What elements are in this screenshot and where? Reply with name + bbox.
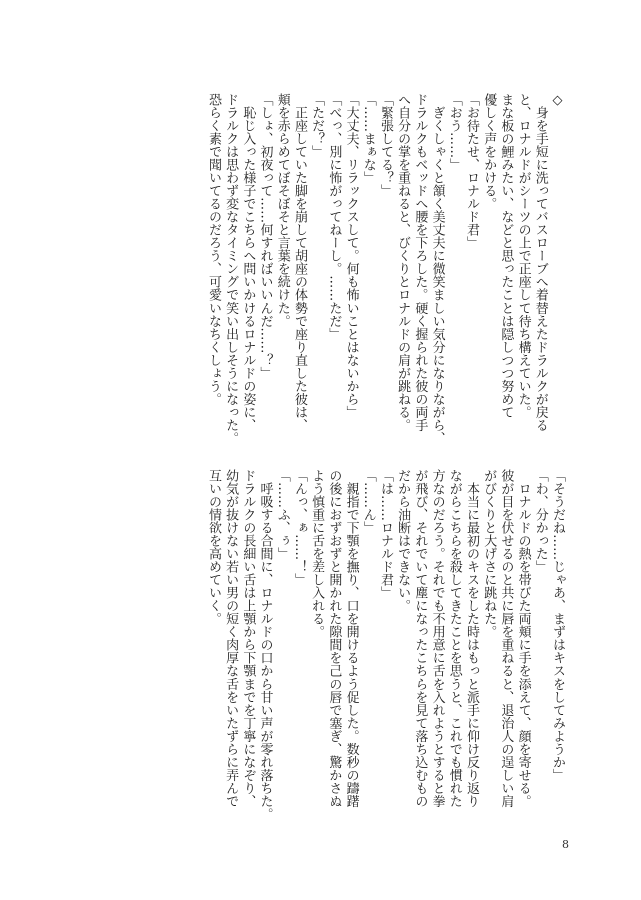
text-column: 親指で下顎を撫り、口を開けるよう促した。数秒の躊躇 bbox=[343, 469, 359, 808]
text-column: ドラルクは思わず変なタイミングで笑い出しそうになった。 bbox=[223, 93, 239, 445]
text-column: 恐らく素で聞いてるのだろう、可愛いなちくしょう。 bbox=[205, 93, 221, 406]
text-column: ドラルクの長細い舌は上顎から下顎までを丁寧になぞり、 bbox=[240, 469, 256, 808]
upper-text-block bbox=[205, 93, 566, 445]
text-column: 方なのだろう。それでも不用意に舌を入れようとすると拳 bbox=[429, 469, 445, 808]
text-column: ロナルドの熱を帯びた両頬に手を添えて、顔を寄せる。 bbox=[515, 469, 531, 808]
text-column: 優しく声をかける。 bbox=[481, 93, 497, 211]
text-column: 「そうだね……じゃあ、まずはキスをしてみようか」 bbox=[550, 469, 565, 782]
text-column: 「しょ、初夜って……何すればいいんだ……？」 bbox=[257, 93, 273, 380]
text-column: 「大丈夫、リラックスして。何も怖いことはないから」 bbox=[343, 93, 359, 419]
text-column: よう慎重に舌を差し入れる。 bbox=[309, 469, 325, 639]
text-column: が飛び、それでいて塵になったこちらを見て落ち込むもの bbox=[412, 469, 428, 808]
page-number: 8 bbox=[562, 838, 569, 851]
text-column: 「緊張してる？」 bbox=[377, 93, 393, 198]
text-column: 恥じ入った様子でこちらへ問いかけるロナルドの姿に、 bbox=[240, 93, 256, 432]
text-column: 「……まぁな」 bbox=[360, 93, 376, 185]
lower-text-block bbox=[205, 469, 566, 821]
text-column: 「……ん」 bbox=[360, 469, 376, 535]
text-column: がびくりと大げさに跳ねた。 bbox=[481, 469, 497, 639]
text-column: 「わ、分かった」 bbox=[532, 469, 548, 574]
text-column: 彼が目を伏せるのと共に唇を重ねると、退治人の逞しい肩 bbox=[498, 469, 514, 808]
text-column: ぎくしゃくと頷く美丈夫に微笑ましい気分になりながら、 bbox=[429, 93, 445, 445]
text-column: 本当に最初のキスをした時はもっと派手に仰け反り返り bbox=[463, 469, 479, 808]
text-column: まな板の鯉みたい、などと思ったことは隠しつつ努めて bbox=[498, 93, 514, 419]
text-column: ドラルクもベッドへ腰を下ろした。硬く握られた彼の両手 bbox=[412, 93, 428, 432]
text-column: 「べっ、別に怖がってねーし。……ただ」 bbox=[326, 93, 342, 341]
text-column: の後におずおずと開かれた隙間を己の唇で塞ぎ、驚かさぬ bbox=[326, 469, 342, 808]
text-column: 正座していた脚を崩して胡座の体勢で座り直した彼は、 bbox=[291, 93, 307, 432]
text-column: 「は……ロナルド君」 bbox=[377, 469, 393, 600]
text-column: ながらこちらを殺してきたことを思うと、これでも慣れた bbox=[446, 469, 462, 808]
text-column: 「ただ？」 bbox=[309, 93, 325, 159]
text-column: 「んっ、ぁ……！」 bbox=[291, 469, 307, 587]
text-column: ◇ bbox=[550, 93, 565, 109]
text-column: 互いの情欲を高めていく。 bbox=[205, 469, 221, 626]
text-column: 呼吸する合間に、ロナルドの口から甘い声が零れ落ちた。 bbox=[257, 469, 273, 821]
text-column: だから油断はできない。 bbox=[395, 469, 411, 613]
text-column: と、ロナルドがシーツの上で正座して待ち構えていた。 bbox=[515, 93, 531, 419]
text-column: 「お待たせ、ロナルド君」 bbox=[463, 93, 479, 250]
text-column: 身を手短に洗ってバスローブへ着替えたドラルクが戻る bbox=[532, 93, 548, 432]
text-column: 幼気が抜けない若い男の短く肉厚な舌をいたずらに弄んで bbox=[223, 469, 239, 808]
text-column: 「おう……」 bbox=[446, 93, 462, 172]
text-column: 「……ふ、ぅ」 bbox=[274, 469, 290, 561]
text-column: へ自分の掌を重ねると、びくりとロナルドの肩が跳ねる。 bbox=[395, 93, 411, 432]
text-column: 頬を赤らめてぼそぼそと言葉を続けた。 bbox=[274, 93, 290, 328]
